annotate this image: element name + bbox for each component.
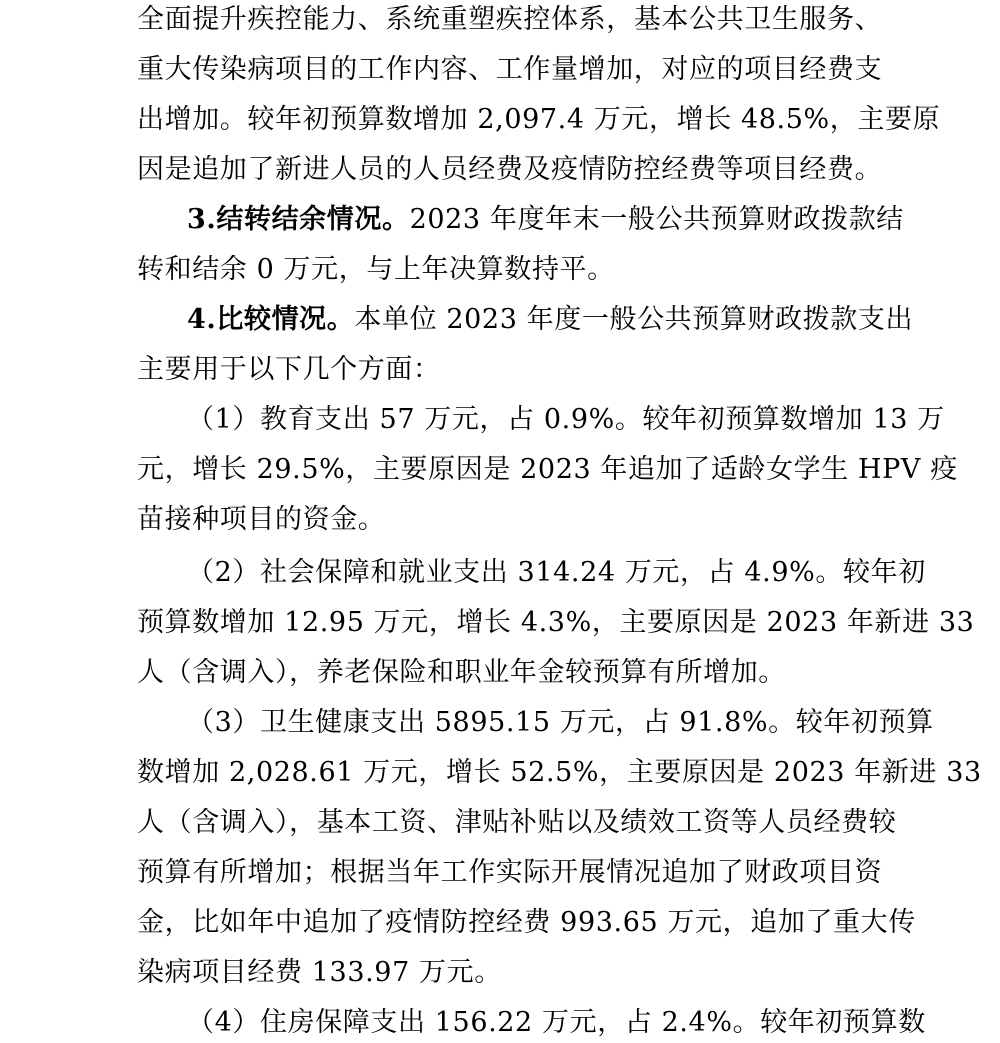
section-3-line <box>187 200 1000 240</box>
paragraph-line: （3）卫生健康支出 5895.15 万元，占 91.8%。较年初预算 <box>187 707 934 738</box>
paragraph-line: 预算数增加 12.95 万元，增长 4.3%，主要原因是 2023 年新进 33 <box>137 607 975 638</box>
paragraph-line: 重大传染病项目的工作内容、工作量增加，对应的项目经费支 <box>137 54 883 85</box>
section-heading-comparison: 4.比较情况。 <box>187 304 355 335</box>
paragraph-line: 人（含调入），基本工资、津贴补贴以及绩效工资等人员经费较 <box>137 807 897 838</box>
section-4-line <box>187 300 1000 340</box>
paragraph-text: 本单位 2023 年度一般公共预算财政拨款支出 <box>354 304 914 335</box>
paragraph-line: 预算有所增加；根据当年工作实际开展情况追加了财政项目资 <box>137 857 883 888</box>
paragraph-line: 金，比如年中追加了疫情防控经费 993.65 万元，追加了重大传 <box>137 907 916 938</box>
section-heading-carryover: 3.结转结余情况。 <box>187 204 410 235</box>
paragraph-line: （2）社会保障和就业支出 314.24 万元，占 4.9%。较年初 <box>187 557 926 588</box>
paragraph-line: 元，增长 29.5%，主要原因是 2023 年追加了适龄女学生 HPV 疫 <box>137 454 958 485</box>
paragraph-line: 出增加。较年初预算数增加 2,097.4 万元，增长 48.5%，主要原 <box>137 104 941 135</box>
paragraph-line: 转和结余 0 万元，与上年决算数持平。 <box>137 254 615 285</box>
paragraph-line: （1）教育支出 57 万元，占 0.9%。较年初预算数增加 13 万 <box>187 404 945 435</box>
paragraph-line: 数增加 2,028.61 万元，增长 52.5%，主要原因是 2023 年新进 33 <box>137 757 982 788</box>
paragraph-line: 苗接种项目的资金。 <box>137 504 386 535</box>
paragraph-line: 染病项目经费 133.97 万元。 <box>137 957 502 988</box>
paragraph-line: 主要用于以下几个方面： <box>137 354 441 385</box>
paragraph-line: （4）住房保障支出 156.22 万元，占 2.4%。较年初预算数 <box>187 1007 926 1038</box>
paragraph-line: 人（含调入），养老保险和职业年金较预算有所增加。 <box>137 657 786 688</box>
paragraph-line: 因是追加了新进人员的人员经费及疫情防控经费等项目经费。 <box>137 154 883 185</box>
paragraph-line: 全面提升疾控能力、系统重塑疾控体系，基本公共卫生服务、 <box>137 4 883 35</box>
paragraph-text: 2023 年度年末一般公共预算财政拨款结 <box>409 204 904 235</box>
